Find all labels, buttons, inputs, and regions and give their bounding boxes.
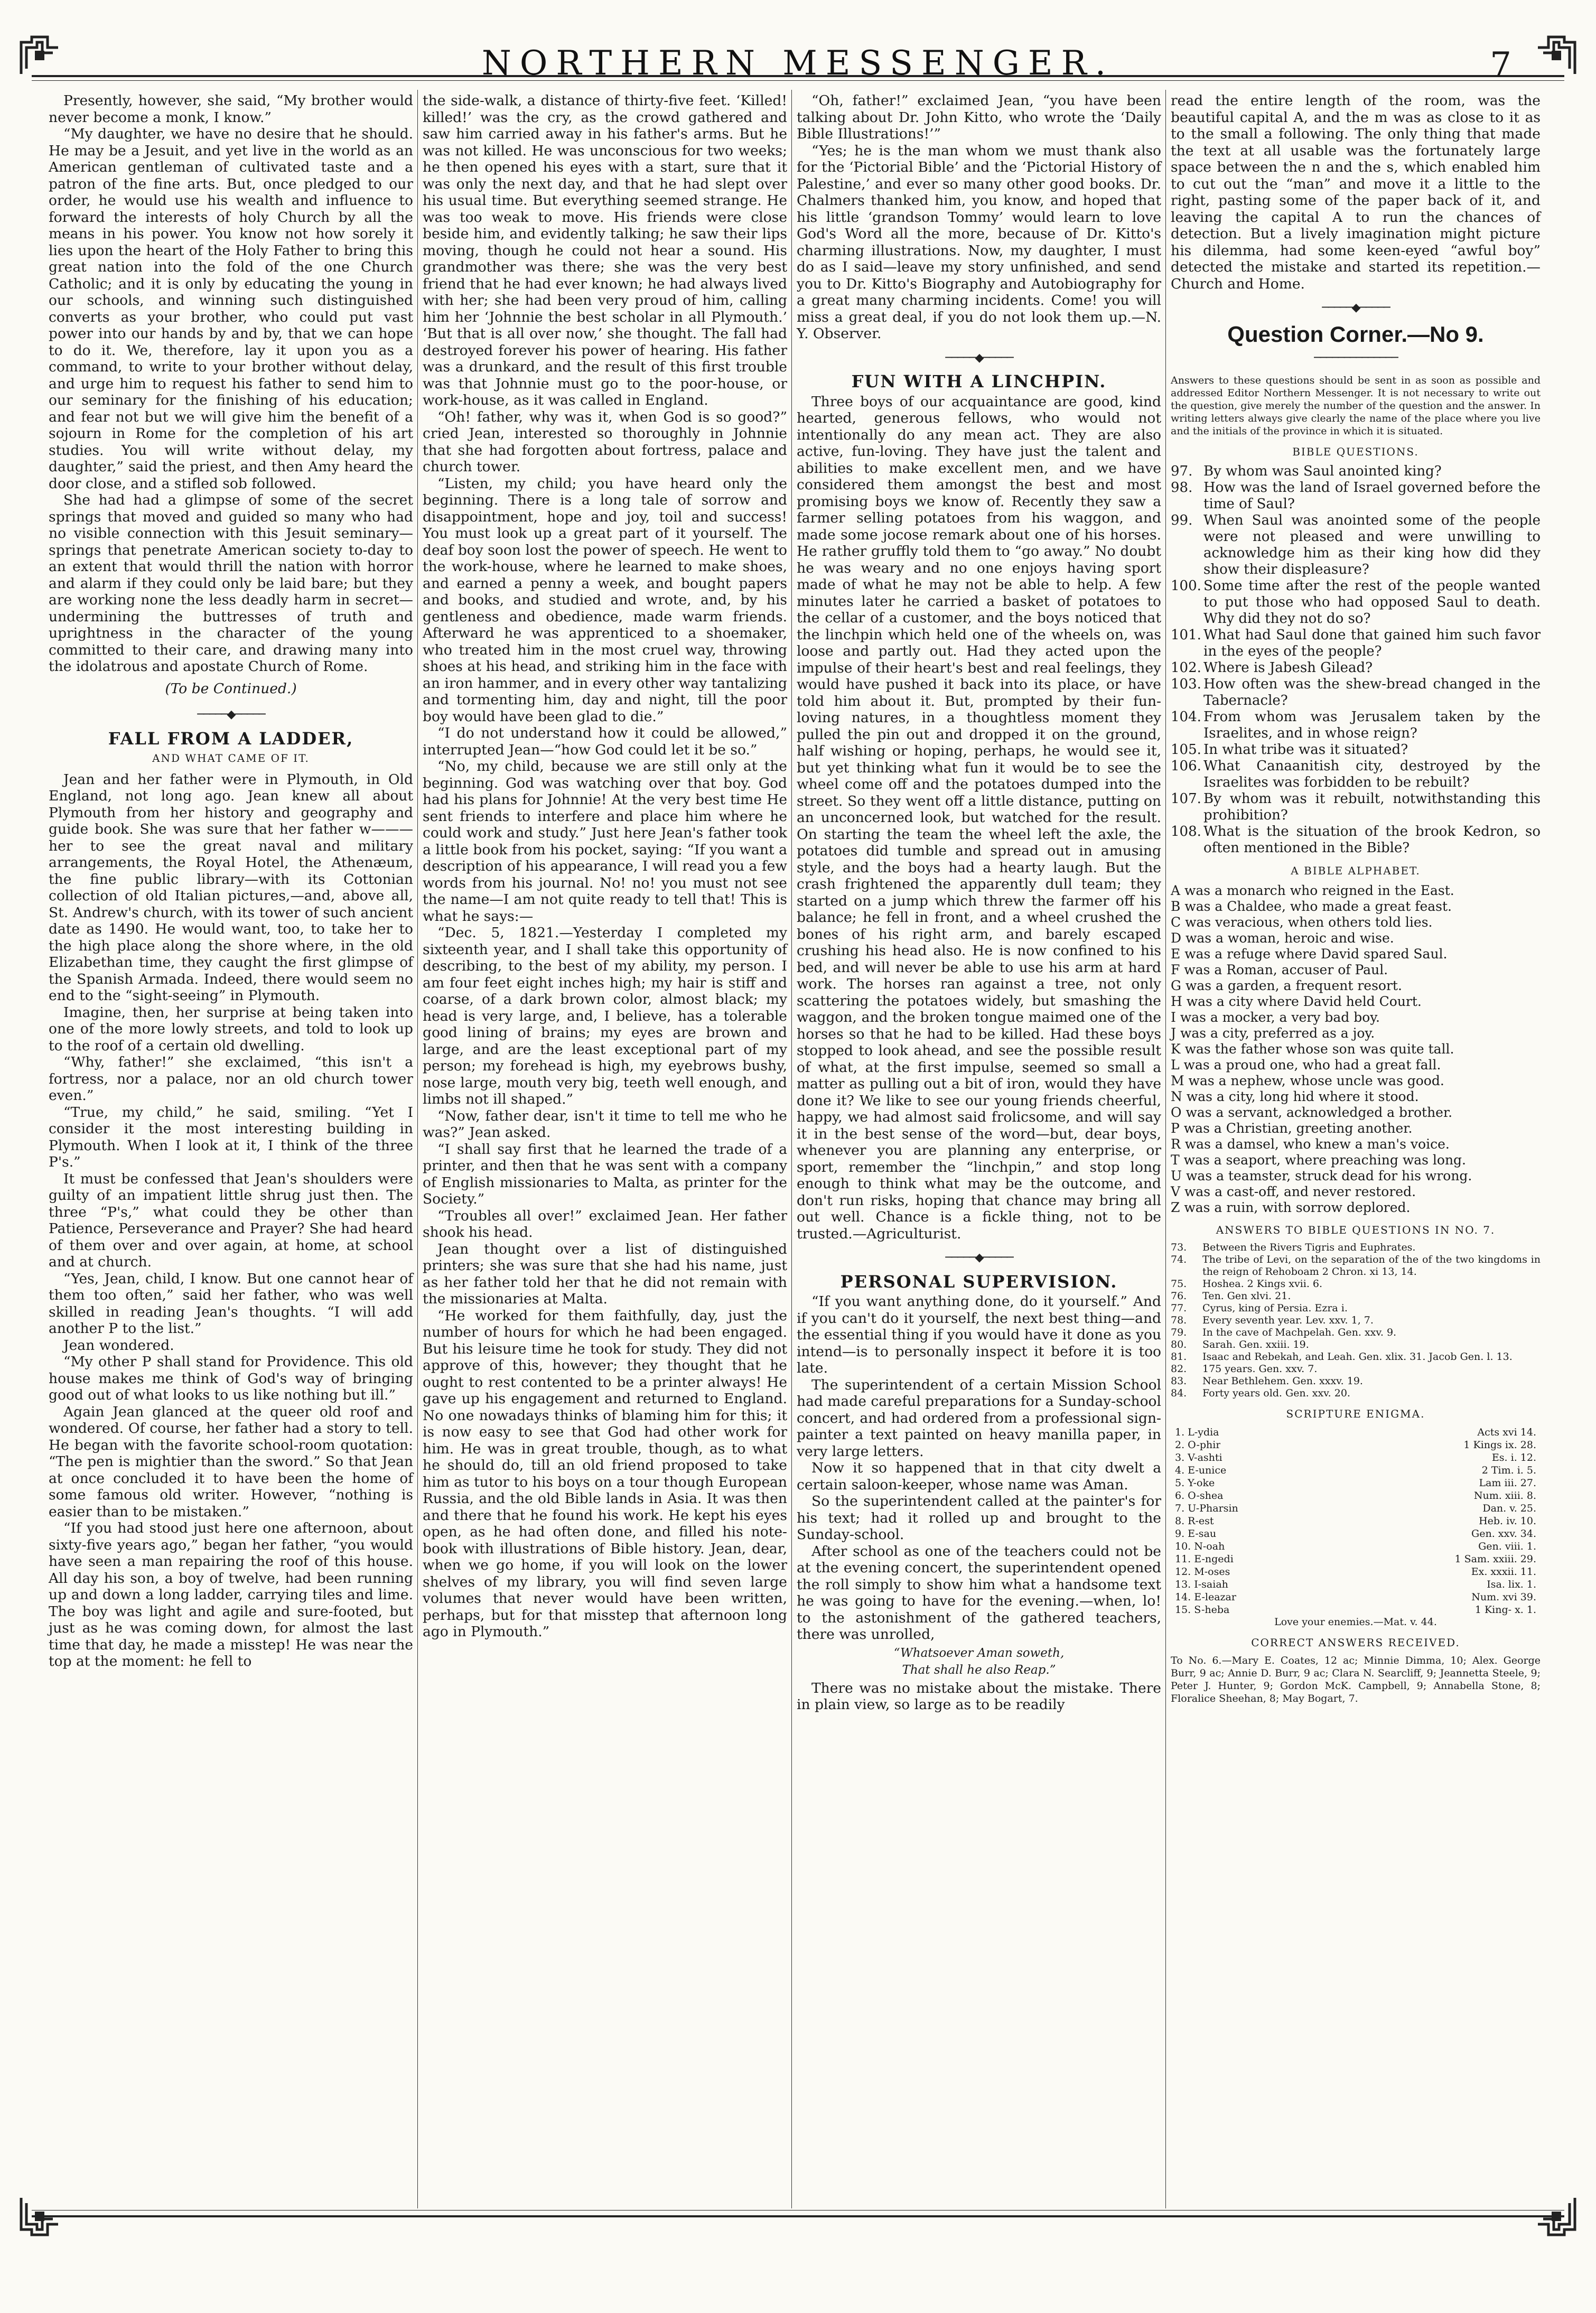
paragraph: read the entire length of the room, was the beautiful capital A, and the m was as close to it as to the small a following. The only thing that made the text at all usable was the fortunately large space between the n and the s, which enabled him to cut out the “man” and move it a little to the right, pasting some of the paper back of it, and leaving the capital A to run the chances of detection. But a lively imagination might picture his dilemma, had some keen-eyed “awful boy” detected the mistake and started its repetition.—Church and Home. (1171, 92, 1541, 292)
paragraph: After school as one of the teachers could not be at the evening concert, the superintendent opened the roll simply to show him what a handsome text he was going to have for the evening.—when, lo! to the astonishment of the gathered teachers, there was unrolled, (797, 1543, 1161, 1643)
enigma-item: 11. E-ngedi 1 Sam. xxiii. 29. (1175, 1553, 1536, 1565)
alphabet-line: P was a Christian, greeting another. (1171, 1120, 1413, 1136)
column-2 (423, 92, 787, 1640)
answers-list (1171, 1242, 1541, 1400)
enigma-answer: Love your enemies.—Mat. v. 44. (1274, 1616, 1437, 1628)
alphabet-line: O was a servant, acknowledged a brother. (1171, 1104, 1453, 1120)
column-rule (1165, 90, 1166, 2208)
question-item: 108. What is the situation of the brook Kedron, so often mentioned in the Bible? (1171, 824, 1541, 856)
divider-ornament: ─────◆───── (945, 1251, 1013, 1264)
paragraph: Jean thought over a list of distinguished printers; she was sure that she had his name, just as her father told her that he did not remain with the missionaries at Malta. (423, 1241, 787, 1307)
article-title: FALL FROM A LADDER, (108, 728, 354, 749)
section-title: CORRECT ANSWERS RECEIVED. (1251, 1636, 1460, 1649)
paragraph: “Troubles all over!” exclaimed Jean. Her father shook his head. (423, 1207, 787, 1241)
enigma-item: 9. E-sau Gen. xxv. 34. (1175, 1527, 1536, 1540)
enigma-item: 7. U-Pharsin Dan. v. 25. (1175, 1502, 1536, 1514)
answer-item: 80. Sarah. Gen. xxiii. 19. (1171, 1339, 1309, 1350)
alphabet-line: K was the father whose son was quite tall. (1171, 1041, 1454, 1057)
paragraph: Three boys of our acquaintance are good, kind hearted, generous fellows, who would not intentionally do any mean act. They are also active, fun-loving. They have just the talent and abilities to make excellent men, and we have considered them amongst the best and most promising boys we know of. Recently they saw a farmer selling potatoes from his waggon, and made some jocose remark about one of his horses. He rather gruffly told them to “go away.” No doubt he was weary and no one enjoys having sport made of what he may not be able to help. A few minutes later he carried a basket of potatoes to the cellar of a customer, and the boys noticed that the linchpin which held one of the wheels on, was loose and partly out. Had they acted upon the impulse of their heart's best and real feelings, they would have pushed it back into its place, or have told him about it. But, prompted by their fun-loving natures, in a thoughtless moment they pulled the pin out and dropped it on the ground, half wishing or hoping, perhaps, he would see it, but yet thinking what fun it would be to see the wheel come off and the potatoes dumped into the street. So they went off a little distance, putting on an unconcerned look, but watched for the result. On starting the team the wheel left the axle, the potatoes did tumble and spread out in amusing style, and the boys had a hearty laugh. But the crash frightened the apparently dull team; they started on a jump which threw the farmer off his balance; he fell in front, and a wheel crushed the bones of his right arm, and barely escaped crushing his head also. He is now confined to his bed, and will never be able to use his arm at hard work. The horses ran against a tree, not only scattering the potatoes widely, but smashing the waggon, and the broken tongue maimed one of the horses so that he had to be killed. Had these boys stopped to look ahead, and see the possible result of what, at the first impulse, seemed so small a matter as pulling out a bit of iron, would they have done it? We like to see our young friends cheerful, happy, we had almost said frolicsome, and will say it in the best sense of the word—but, dear boys, whenever you are planning any enterprise, or sport, remember the “linchpin,” and stop long enough to think what may be the outcome, and don't run risks, hoping that chance may bring all out well. Chance is a fickle thing, not to be trusted.—Agriculturist. (797, 393, 1161, 1242)
column-rule (791, 90, 792, 2208)
column-3 (797, 92, 1161, 1713)
question-item: 100. Some time after the rest of the people wanted to put those who had opposed Saul to death. Why did they not do so? (1171, 578, 1541, 627)
divider-ornament: ─────◆───── (1322, 301, 1389, 314)
answer-item: 78. Every seventh year. Lev. xxv. 1, 7. (1171, 1314, 1374, 1326)
question-item: 97. By whom was Saul anointed king? (1171, 463, 1442, 479)
section-title: ANSWERS TO BIBLE QUESTIONS IN NO. 7. (1216, 1223, 1496, 1236)
question-item: 101. What had Saul done that gained him such favor in the eyes of the people? (1171, 627, 1541, 659)
paragraph: Jean wondered. (63, 1337, 174, 1354)
alphabet-list (1171, 883, 1541, 1216)
paragraph: Imagine, then, her surprise at being taken into one of the more lowly streets, and told to look up to the roof of a certain old dwelling. (49, 1004, 413, 1054)
alphabet-line: N was a city, long hid where it stood. (1171, 1088, 1419, 1104)
question-corner-note: Answers to these questions should be sent in as soon as possible and addressed Editor Northern Messenger. It is not necessary to write out the question, give merely the number of the question and the answer. In writing letters always give clearly the name of the place where you live and the initials of the province in which it is situated. (1171, 374, 1541, 437)
section-title: A BIBLE ALPHABET. (1291, 864, 1421, 877)
column-1 (49, 92, 413, 1670)
answer-item: 75. Hoshea. 2 Kings xvii. 6. (1171, 1278, 1323, 1290)
alphabet-line: M was a nephew, whose uncle was good. (1171, 1072, 1444, 1088)
question-item: 105. In what tribe was it situated? (1171, 742, 1408, 758)
answer-item: 77. Cyrus, king of Persia. Ezra i. (1171, 1302, 1348, 1314)
paragraph: She had had a glimpse of some of the secret springs that moved and guided so many who had no visible connection with this Jesuit seminary—springs that penetrate American society to-day to an extent that would thrill the nation with horror and alarm if they could only be laid bare; but they are working none the less deadly harm in secret—undermining the buttresses of truth and uprightness in the character of the young committed to their care, and drawing many into the idolatrous and apostate Church of Rome. (49, 492, 413, 675)
paragraph: “Why, father!” she exclaimed, “this isn't a fortress, nor a palace, nor an old church tower even.” (49, 1054, 413, 1104)
paragraph: It must be confessed that Jean's shoulders were guilty of an impatient little shrug just then. The three “P's,” what could they be other than Patience, Perseverance and Prayer? She had heard of them over and over again, at home, at school and at church. (49, 1170, 413, 1270)
column-4 (1171, 92, 1541, 1705)
answer-item: 74. The tribe of Levi, on the separation of the of the two kingdoms in the reign of Rehoboam 2 Chron. xi 13, 14. (1171, 1254, 1541, 1277)
enigma-item: 10. N-oah Gen. viii. 1. (1175, 1540, 1536, 1552)
section-title: BIBLE QUESTIONS. (1292, 445, 1419, 458)
paragraph: “If you had stood just here one afternoon, about sixty-five years ago,” began her father, “you would have seen a man repairing the roof of this house. All day his son, a boy of twelve, had been running up and down a long ladder, carrying tiles and lime. The boy was light and agile and sure-footed, but just as he was coming down, for almost the last time that day, he made a misstep! He was near the top at the moment: he fell to (49, 1520, 413, 1670)
paragraph: Presently, however, she said, “My brother would never become a monk, I know.” (49, 92, 413, 126)
question-corner-title: Question Corner.—No 9. (1227, 321, 1484, 347)
answer-item: 73. Between the Rivers Tigris and Euphrates. (1171, 1242, 1416, 1253)
paragraph: “Dec. 5, 1821.—Yesterday I completed my sixteenth year, and I shall take this opportunity of describing, to the best of my ability, my person. I am four feet eight inches high; my hair is stiff and coarse, of a dark brown color, almost black; my head is very large, and, I believe, has a tolerable good lining of brains; my eyes are brown and large, and are the least exceptional part of my person; my forehead is high, my eyebrows bushy, nose large, mouth very big, teeth well enough, and limbs not ill shaped.” (423, 925, 787, 1107)
alphabet-line: F was a Roman, accuser of Paul. (1171, 962, 1388, 977)
paragraph: Again Jean glanced at the queer old roof and wondered. Of course, her father had a story to tell. He began with the favorite school-room quotation: “The pen is mightier than the sword.” So that Jean at once concluded it to have been the home of some famous old writer. However, “nothing is easier than to be mistaken.” (49, 1403, 413, 1520)
paper-title: NORTHERN MESSENGER. (481, 44, 1115, 83)
paragraph: “My other P shall stand for Providence. This old house makes me think of God's way of bringing good out of what looks to us like nothing but ill.” (49, 1354, 413, 1403)
alphabet-line: C was veracious, when others told lies. (1171, 914, 1433, 930)
page-number: 7 (1490, 45, 1511, 85)
article-subtitle: AND WHAT CAME OF IT. (152, 752, 310, 764)
alphabet-line: A was a monarch who reigned in the East. (1171, 882, 1454, 898)
paragraph: Jean and her father were in Plymouth, in Old England, not long ago. Jean knew all about Plymouth from her history and geography and guide book. She was sure that her father w——— her to see the great naval and military arrangements, the Royal Hotel, the Athenæum, the fine public library—with its Cottonian collection of old Italian pictures,—and, above all, St. Andrew's church, with its tower of such ancient date as 1490. He would want, too, to take her to the high place along the shore where, in the old Elizabethan time, they caught the first glimpse of the Spanish Armada. Indeed, there would seem no end to the “sight-seeing” in Plymouth. (49, 771, 413, 1004)
question-item: 103. How often was the shew-bread changed in the Tabernacle? (1171, 676, 1541, 708)
paragraph: “Yes; he is the man whom we must thank also for the ‘Pictorial Bible’ and the ‘Pictorial History of Palestine,’ and ever so many other good books. Dr. Chalmers thanked him, you know, and hoped that his little ‘grandson Tommy’ would learn to love God's Word all the more, because of Dr. Kitto's charming illustrations. Now, my daughter, I must do as I said—leave my story unfinished, and send you to Dr. Kitto's Biography and Autobiography for a great many charming incidents. Come! you will miss a great deal, if you do not look them up.—N. Y. Observer. (797, 142, 1161, 342)
alphabet-line: U was a teamster, struck dead for his wrong. (1171, 1168, 1472, 1183)
painted-text-line: “Whatsoever Aman soweth, (893, 1646, 1065, 1660)
paragraph: “Oh, father!” exclaimed Jean, “you have been talking about Dr. John Kitto, who wrote the ‘Daily Bible Illustrations!’” (797, 92, 1161, 142)
masthead (0, 44, 1596, 83)
paragraph: So the superintendent called at the painter's for his text; had it rolled up and brought to the Sunday-school. (797, 1493, 1161, 1543)
answer-item: 81. Isaac and Rebekah, and Leah. Gen. xlix. 31. Jacob Gen. l. 13. (1171, 1351, 1513, 1363)
answer-item: 82. 175 years. Gen. xxv. 7. (1171, 1363, 1318, 1375)
enigma-item: 8. R-est Heb. iv. 10. (1175, 1515, 1536, 1527)
answer-item: 83. Near Bethlehem. Gen. xxxv. 19. (1171, 1375, 1363, 1387)
enigma-item: 13. I-saiah Isa. lix. 1. (1175, 1578, 1536, 1590)
question-item: 107. By whom was it rebuilt, notwithstanding this prohibition? (1171, 791, 1541, 823)
alphabet-line: R was a damsel, who knew a man's voice. (1171, 1136, 1450, 1152)
paragraph: The superintendent of a certain Mission School had made careful preparations for a Sunday-school concert, and had ordered from a professional sign-painter a text painted on heavy manilla paper, in very large letters. (797, 1376, 1161, 1460)
paragraph: There was no mistake about the mistake. There in plain view, so large as to be readily (797, 1680, 1161, 1713)
question-item: 102. Where is Jabesh Gilead? (1171, 660, 1373, 676)
enigma-item: 4. E-unice 2 Tim. i. 5. (1175, 1464, 1536, 1476)
correct-answers-list: To No. 6.—Mary E. Coates, 12 ac; Minnie Dimma, 10; Alex. George Burr, 9 ac; Annie D. Burr, 9 ac; Clara N. Searcliff, 9; Jeannetta Steele, 9; Peter J. Hunter, 9; Gordon McK. Campbell, 9; Annabella Stone, 8; Floralice Sheehan, 8; May Bogart, 7. (1171, 1655, 1541, 1704)
column-rule (417, 90, 418, 2208)
enigma-item: 2. O-phir 1 Kings ix. 28. (1175, 1439, 1536, 1451)
paragraph: “True, my child,” he said, smiling. “Yet I consider it the most interesting building in Plymouth. When I look at it, I think of the three P's.” (49, 1104, 413, 1170)
enigma-list (1171, 1426, 1541, 1616)
paragraph: “I shall say first that he learned the trade of a printer, and then that he was sent with a company of English missionaries to Malta, as printer for the Society.” (423, 1141, 787, 1207)
answer-item: 76. Ten. Gen xlvi. 21. (1171, 1290, 1291, 1302)
bottom-rule (32, 2215, 1564, 2217)
question-item: 99. When Saul was anointed some of the people were not pleased and were unwilling to acknowledge him as their king how did they show their displeasure? (1171, 512, 1541, 577)
paragraph: “Now, father dear, isn't it time to tell me who he was?” Jean asked. (423, 1107, 787, 1141)
enigma-item: 12. M-oses Ex. xxxii. 11. (1175, 1565, 1536, 1578)
alphabet-line: E was a refuge where David spared Saul. (1171, 946, 1448, 962)
alphabet-line: H was a city where David held Court. (1171, 993, 1422, 1009)
alphabet-line: B was a Chaldee, who made a great feast. (1171, 898, 1452, 914)
enigma-item: 3. V-ashti Es. i. 12. (1175, 1451, 1536, 1463)
answer-item: 84. Forty years old. Gen. xxv. 20. (1171, 1387, 1350, 1399)
alphabet-line: G was a garden, a frequent resort. (1171, 977, 1402, 993)
question-item: 98. How was the land of Israel governed before the time of Saul? (1171, 480, 1541, 512)
paragraph: “He worked for them faithfully, day, just the number of hours for which he had been engaged. But his leisure time he took for study. They did not approve of this, however; they thought that he ought to rest contented to be a printer always! He gave up his engagement and returned to England. No one nowadays thinks of blaming him for this; it is now easy to see that God had other work for him. He was in great trouble, though, as to what he should do, till an old friend proposed to take him as tutor to his boys on a tour though European Russia, and the old Bible lands in Asia. It was then and there that he found his work. He kept his eyes open, as he had often done, and filled his note-book with illustrations of Bible history. Jean, dear, when we go home, if you will look on the lower shelves of my library, you will find seven large volumes that never would have been written, perhaps, but for that misstep that afternoon long ago in Plymouth.” (423, 1307, 787, 1640)
enigma-item: 14. E-leazar Num. xvi 39. (1175, 1591, 1536, 1603)
alphabet-line: L was a proud one, who had a great fall. (1171, 1057, 1441, 1072)
paragraph: “Oh! father, why was it, when God is so good?” cried Jean, interested so thoroughly in Johnnie that she had forgotten about fortress, palace and church tower. (423, 408, 787, 475)
article-title: PERSONAL SUPERVISION. (840, 1271, 1118, 1292)
paragraph: “Listen, my child; you have heard only the beginning. There is a long tale of sorrow and disappointment, hope and joy, toil and success! You must look up a great part of it yourself. The deaf boy soon lost the power of speech. He went to the work-house, where he learned to make shoes, and earned a penny a week, and bought papers and books, and studied and wrote, and, by his gentleness and obedience, made warm friends. Afterward he was apprenticed to a shoemaker, who treated him in the most cruel way, throwing shoes at his head, and striking him in the face with an iron hammer, and in every other way tantalizing and tormenting him, day and night, till the poor boy would have been glad to die.” (423, 475, 787, 725)
alphabet-line: D was a woman, heroic and wise. (1171, 930, 1394, 946)
continued-note: (To be Continued.) (165, 680, 297, 697)
alphabet-line: Z was a ruin, with sorrow deplored. (1171, 1199, 1411, 1215)
paragraph: “If you want anything done, do it yourself.” And if you can't do it yourself, the next best thing—and the essential thing if you would have it done as you intend—is to personally inspect it before it is too late. (797, 1293, 1162, 1376)
paragraph: Now it so happened that in that city dwelt a certain saloon-keeper, whose name was Aman. (797, 1460, 1161, 1493)
divider-ornament: ─────◆───── (945, 351, 1013, 365)
paragraph: “My daughter, we have no desire that he should. He may be a Jesuit, and yet live in the world as an American gentleman of cultivated taste and a patron of the fine arts. But, once pledged to our order, he would use his wealth and influence to forward the interests of holy Church by all the means in his power. You know not how sorely it lies upon the heart of the Holy Father to bring this great nation into the fold of the one Church Catholic; and it is only by educating the young in our schools, and winning such distinguished converts as your brother, who could put vast power into our hands by and by, that we can hope to do it. We, therefore, lay it upon you as a command, to write to your brother without delay, and urge him to request his father to send him to our seminary for the finishing of his education; and fear not but we will give him the benefit of a sojourn in Rome for the completion of his art studies. You will write without delay, my daughter,” said the priest, and then Amy heard the door close, and a stifled sob followed. (49, 126, 413, 492)
bottom-rule-thin (32, 2210, 1564, 2211)
question-list (1171, 463, 1541, 856)
enigma-item: 6. O-shea Num. xiii. 8. (1175, 1489, 1536, 1501)
divider-ornament: ─────◆───── (197, 708, 265, 721)
answer-item: 79. In the cave of Machpelah. Gen. xxv. 9. (1171, 1327, 1397, 1338)
question-item: 104. From whom was Jerusalem taken by the Israelites, and in whose reign? (1171, 709, 1541, 741)
section-title: SCRIPTURE ENIGMA. (1286, 1407, 1425, 1420)
divider-ornament: ────────────── (1314, 351, 1397, 365)
enigma-item: 5. Y-oke Lam iii. 27. (1175, 1477, 1536, 1489)
paragraph: “No, my child, because we are still only at the beginning. God was watching over that boy. God had his plans for Johnnie! At the very best time He sent friends to interfere and place him where he could work and study.” Just here Jean's father took a little book from his pocket, saying: “If you want a description of his appearance, I will read you a few words from his journal. No! no! you must not see the name—I am not quite ready to tell that! This is what he says:— (423, 758, 787, 925)
article-title: FUN WITH A LINCHPIN. (851, 371, 1107, 391)
alphabet-line: J was a city, preferred as a joy. (1171, 1025, 1375, 1041)
paragraph: “I do not understand how it could be allowed,” interrupted Jean—“how God could let it be so.” (423, 725, 787, 758)
alphabet-line: V was a cast-off, and never restored. (1171, 1183, 1416, 1199)
painted-text-line: That shall he also Reap.” (902, 1663, 1056, 1677)
paragraph: “Yes, Jean, child, I know. But one cannot hear of them too often,” said her father, who was well skilled in reading Jean's thoughts. “I will add another P to the list.” (49, 1270, 413, 1337)
enigma-item: 15. S-heba 1 King- x. 1. (1175, 1603, 1536, 1616)
alphabet-line: T was a seaport, where preaching was long. (1171, 1152, 1466, 1168)
enigma-item: 1. L-ydia Acts xvi 14. (1175, 1426, 1536, 1438)
paragraph: the side-walk, a distance of thirty-five feet. ‘Killed! killed!’ was the cry, as the crowd gathered and saw him carried away in his father's arms. But he was not killed. He was unconscious for two weeks; he then opened his eyes with a start, sure that it was only the next day, and that he had slept over his usual time. But everything seemed strange. He was too weak to move. His friends were close beside him, and evidently talking; he saw their lips moving, though he could not hear a sound. His grandmother was there; she was the very best friend that he had ever known; he had always lived with her; she had been very proud of him, calling him her ‘Johnnie the best scholar in all Plymouth.’ ‘But that is all over now,’ she thought. The fall had destroyed forever his power of hearing. His father was a drunkard, and the result of this first trouble was that Johnnie must go to the poor-house, or work-house, as it was called in England. (423, 92, 787, 408)
question-item: 106. What Canaanitish city, destroyed by the Israelites was forbidden to be rebuilt? (1171, 758, 1541, 790)
alphabet-line: I was a mocker, a very bad boy. (1171, 1009, 1380, 1025)
